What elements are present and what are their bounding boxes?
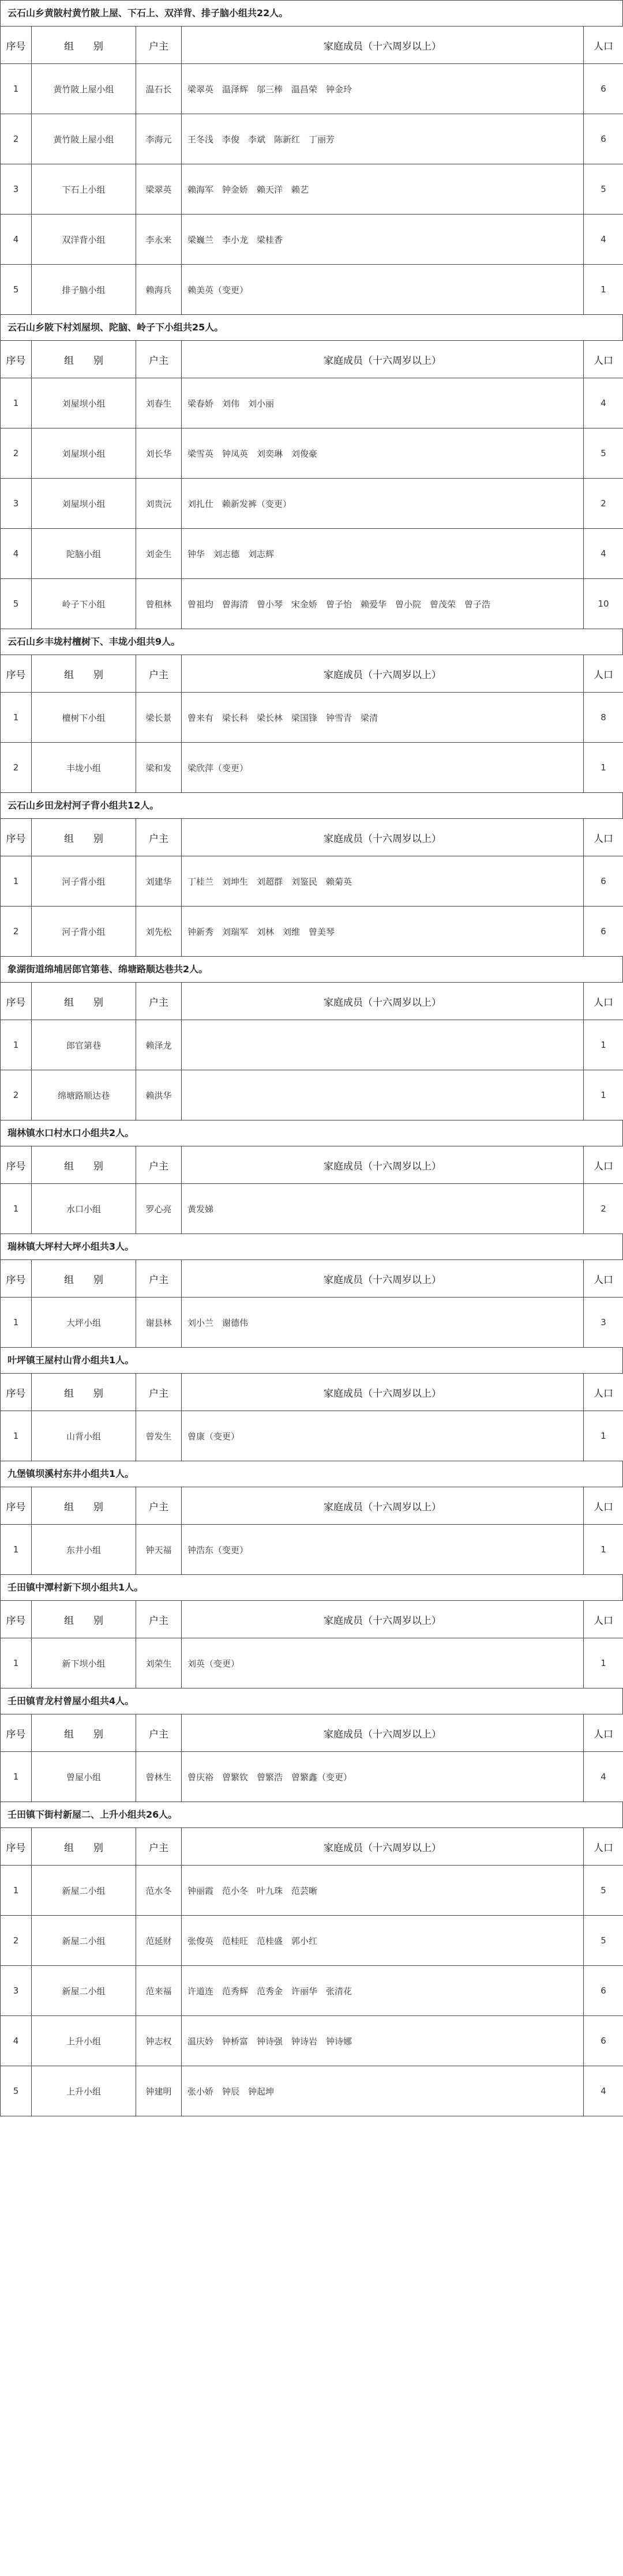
table-row: [1, 579, 623, 629]
cell-members: 丁桂兰 刘坤生 刘超群 刘鉴民 赖菊英: [182, 856, 584, 907]
table-row: [1, 1916, 623, 1966]
header-count: 人口: [584, 341, 623, 378]
household-table: [0, 1714, 623, 1802]
cell-group: 新屋二小组: [32, 1866, 136, 1916]
table-row: [1, 1020, 623, 1070]
header-group: 组 别: [32, 1828, 136, 1866]
cell-members: 刘扎仕 赖新发裤（变更）: [182, 479, 584, 529]
cell-group: 郎官第巷: [32, 1020, 136, 1070]
cell-no: 4: [1, 215, 32, 265]
cell-members: 钟浩东（变更）: [182, 1525, 584, 1575]
cell-group: 排子脑小组: [32, 265, 136, 315]
table-row: [1, 1411, 623, 1461]
cell-members: 黄发娣: [182, 1184, 584, 1234]
header-group: 组 别: [32, 1714, 136, 1752]
header-no: 序号: [1, 819, 32, 856]
header-no: 序号: [1, 1601, 32, 1638]
header-head: 户主: [136, 341, 182, 378]
household-table: [0, 1600, 623, 1688]
header-head: 户主: [136, 983, 182, 1020]
cell-head: 曾租林: [136, 579, 182, 629]
cell-head: 罗心亮: [136, 1184, 182, 1234]
cell-count: 8: [584, 693, 623, 743]
header-count: 人口: [584, 655, 623, 693]
cell-group: 刘屋坝小组: [32, 428, 136, 479]
cell-no: 1: [1, 378, 32, 428]
cell-no: 3: [1, 164, 32, 215]
cell-count: 5: [584, 1866, 623, 1916]
table-row: [1, 856, 623, 907]
table-row: [1, 479, 623, 529]
header-count: 人口: [584, 1828, 623, 1866]
table-header-row: [1, 655, 623, 693]
header-count: 人口: [584, 819, 623, 856]
header-members: 家庭成员（十六周岁以上）: [182, 655, 584, 693]
cell-count: 6: [584, 856, 623, 907]
header-count: 人口: [584, 1487, 623, 1525]
cell-members: 赖美英（变更）: [182, 265, 584, 315]
cell-head: 范水冬: [136, 1866, 182, 1916]
cell-count: 6: [584, 1966, 623, 2016]
cell-members: 刘小兰 谢德伟: [182, 1298, 584, 1348]
cell-members: 刘英（变更）: [182, 1638, 584, 1688]
header-members: 家庭成员（十六周岁以上）: [182, 819, 584, 856]
table-row: [1, 1966, 623, 2016]
header-members: 家庭成员（十六周岁以上）: [182, 1374, 584, 1411]
cell-members: 梁翠英 温泽辉 邬三棒 温昌荣 钟金玲: [182, 64, 584, 114]
cell-head: 刘金生: [136, 529, 182, 579]
table-header-row: [1, 1714, 623, 1752]
table-row: [1, 164, 623, 215]
cell-members: 赖海军 钟金娇 赖天洋 赖艺: [182, 164, 584, 215]
cell-group: 东井小组: [32, 1525, 136, 1575]
cell-no: 1: [1, 1184, 32, 1234]
cell-members: 梁巍兰 李小龙 梁桂香: [182, 215, 584, 265]
header-group: 组 别: [32, 983, 136, 1020]
cell-no: 1: [1, 1752, 32, 1802]
header-no: 序号: [1, 1146, 32, 1184]
cell-head: 曾发生: [136, 1411, 182, 1461]
header-members: 家庭成员（十六周岁以上）: [182, 983, 584, 1020]
cell-no: 1: [1, 1638, 32, 1688]
cell-count: 6: [584, 2016, 623, 2066]
section-title: 瑞林镇水口村水口小组共2人。: [0, 1120, 623, 1146]
cell-group: 绵塘路顺达巷: [32, 1070, 136, 1120]
cell-group: 新屋二小组: [32, 1916, 136, 1966]
cell-head: 钟建明: [136, 2066, 182, 2116]
cell-count: 1: [584, 1020, 623, 1070]
section-title: 云石山乡陂下村刘屋坝、陀脑、岭子下小组共25人。: [0, 315, 623, 340]
cell-head: 温石长: [136, 64, 182, 114]
household-table: [0, 340, 623, 629]
section-title: 象湖街道绵埔居郎官第巷、绵塘路顺达巷共2人。: [0, 957, 623, 982]
table-row: [1, 1298, 623, 1348]
cell-no: 1: [1, 1411, 32, 1461]
table-header-row: [1, 983, 623, 1020]
household-table: [0, 1487, 623, 1575]
table-row: [1, 1866, 623, 1916]
header-count: 人口: [584, 1260, 623, 1298]
household-table: [0, 1373, 623, 1461]
table-row: [1, 907, 623, 957]
header-head: 户主: [136, 27, 182, 64]
cell-count: 6: [584, 907, 623, 957]
table-header-row: [1, 819, 623, 856]
header-head: 户主: [136, 1828, 182, 1866]
cell-head: 曾林生: [136, 1752, 182, 1802]
cell-head: 刘长华: [136, 428, 182, 479]
cell-no: 4: [1, 529, 32, 579]
section-title: 壬田镇中潭村新下坝小组共1人。: [0, 1575, 623, 1600]
header-group: 组 别: [32, 1146, 136, 1184]
table-header-row: [1, 1601, 623, 1638]
cell-head: 赖洪华: [136, 1070, 182, 1120]
cell-members: 曾庆裕 曾繁钦 曾繁浩 曾繁鑫（变更）: [182, 1752, 584, 1802]
header-count: 人口: [584, 983, 623, 1020]
cell-group: 河子背小组: [32, 907, 136, 957]
cell-head: 李永来: [136, 215, 182, 265]
table-header-row: [1, 1146, 623, 1184]
section-title: 云石山乡黄陂村黄竹陂上屋、下石上、双洋背、排子脑小组共22人。: [0, 0, 623, 26]
table-header-row: [1, 1828, 623, 1866]
cell-no: 1: [1, 1298, 32, 1348]
cell-members: 曾来有 梁长科 梁长林 梁国锋 钟雪青 梁清: [182, 693, 584, 743]
cell-count: 6: [584, 64, 623, 114]
table-row: [1, 265, 623, 315]
cell-members: 钟新秀 刘瑞军 刘林 刘维 曾美琴: [182, 907, 584, 957]
cell-count: 2: [584, 479, 623, 529]
household-table: [0, 1146, 623, 1234]
cell-count: 1: [584, 1638, 623, 1688]
header-head: 户主: [136, 1601, 182, 1638]
cell-group: 下石上小组: [32, 164, 136, 215]
cell-members: 张俊英 范桂旺 范桂盛 郭小红: [182, 1916, 584, 1966]
cell-count: 3: [584, 1298, 623, 1348]
cell-head: 赖泽龙: [136, 1020, 182, 1070]
cell-count: 1: [584, 1070, 623, 1120]
cell-group: 上升小组: [32, 2016, 136, 2066]
cell-group: 新屋二小组: [32, 1966, 136, 2016]
cell-group: 上升小组: [32, 2066, 136, 2116]
header-members: 家庭成员（十六周岁以上）: [182, 1146, 584, 1184]
section-title: 壬田镇下街村新屋二、上升小组共26人。: [0, 1802, 623, 1827]
header-group: 组 别: [32, 1601, 136, 1638]
header-no: 序号: [1, 1487, 32, 1525]
header-head: 户主: [136, 1487, 182, 1525]
household-table: [0, 655, 623, 793]
header-members: 家庭成员（十六周岁以上）: [182, 1601, 584, 1638]
section-title: 壬田镇青龙村曾屋小组共4人。: [0, 1688, 623, 1714]
header-members: 家庭成员（十六周岁以上）: [182, 27, 584, 64]
cell-members: 梁春娇 刘伟 刘小丽: [182, 378, 584, 428]
cell-group: 大坪小组: [32, 1298, 136, 1348]
cell-head: 刘春生: [136, 378, 182, 428]
cell-head: 梁翠英: [136, 164, 182, 215]
cell-group: 檀树下小组: [32, 693, 136, 743]
table-header-row: [1, 27, 623, 64]
cell-no: 2: [1, 428, 32, 479]
header-count: 人口: [584, 27, 623, 64]
cell-head: 梁和发: [136, 743, 182, 793]
cell-members: 曾祖均 曾海清 曾小琴 宋金娇 曾子怡 赖爱华 曾小院 曾茂荣 曾子浩: [182, 579, 584, 629]
table-row: [1, 693, 623, 743]
cell-count: 4: [584, 1752, 623, 1802]
cell-head: 刘先松: [136, 907, 182, 957]
cell-group: 黄竹陂上屋小组: [32, 114, 136, 164]
household-table: [0, 818, 623, 957]
cell-head: 赖海兵: [136, 265, 182, 315]
section-title: 九堡镇坝溪村东井小组共1人。: [0, 1461, 623, 1487]
table-row: [1, 378, 623, 428]
header-members: 家庭成员（十六周岁以上）: [182, 1260, 584, 1298]
header-no: 序号: [1, 1714, 32, 1752]
header-group: 组 别: [32, 1374, 136, 1411]
table-row: [1, 215, 623, 265]
cell-no: 2: [1, 1916, 32, 1966]
table-row: [1, 743, 623, 793]
cell-head: 范延财: [136, 1916, 182, 1966]
cell-no: 2: [1, 1070, 32, 1120]
cell-count: 4: [584, 529, 623, 579]
cell-members: 曾康（变更）: [182, 1411, 584, 1461]
cell-head: 范来福: [136, 1966, 182, 2016]
header-no: 序号: [1, 1828, 32, 1866]
table-row: [1, 529, 623, 579]
cell-group: 水口小组: [32, 1184, 136, 1234]
cell-no: 2: [1, 743, 32, 793]
cell-no: 2: [1, 907, 32, 957]
header-head: 户主: [136, 1260, 182, 1298]
cell-count: 1: [584, 743, 623, 793]
cell-group: 双洋背小组: [32, 215, 136, 265]
cell-no: 1: [1, 1866, 32, 1916]
table-header-row: [1, 341, 623, 378]
section-title: 云石山乡田龙村河子背小组共12人。: [0, 793, 623, 818]
header-count: 人口: [584, 1146, 623, 1184]
household-table: [0, 982, 623, 1120]
header-group: 组 别: [32, 819, 136, 856]
cell-no: 5: [1, 265, 32, 315]
cell-no: 1: [1, 856, 32, 907]
cell-group: 丰垅小组: [32, 743, 136, 793]
cell-head: 梁长景: [136, 693, 182, 743]
cell-count: 5: [584, 164, 623, 215]
cell-count: 6: [584, 114, 623, 164]
cell-count: 2: [584, 1184, 623, 1234]
cell-count: 4: [584, 215, 623, 265]
cell-members: 梁欣萍（变更）: [182, 743, 584, 793]
cell-group: 曾屋小组: [32, 1752, 136, 1802]
header-head: 户主: [136, 1374, 182, 1411]
cell-count: 5: [584, 1916, 623, 1966]
cell-head: 刘荣生: [136, 1638, 182, 1688]
header-head: 户主: [136, 1146, 182, 1184]
cell-group: 刘屋坝小组: [32, 479, 136, 529]
cell-head: 刘贵沅: [136, 479, 182, 529]
cell-head: 钟志权: [136, 2016, 182, 2066]
table-row: [1, 1184, 623, 1234]
cell-group: 河子背小组: [32, 856, 136, 907]
cell-members: 王冬浅 李俊 李斌 陈新红 丁丽芳: [182, 114, 584, 164]
cell-group: 新下坝小组: [32, 1638, 136, 1688]
header-group: 组 别: [32, 27, 136, 64]
cell-group: 山背小组: [32, 1411, 136, 1461]
header-count: 人口: [584, 1714, 623, 1752]
cell-count: 5: [584, 428, 623, 479]
header-members: 家庭成员（十六周岁以上）: [182, 1714, 584, 1752]
cell-members: 许道连 范秀辉 范秀金 许丽华 张清花: [182, 1966, 584, 2016]
cell-count: 1: [584, 1411, 623, 1461]
header-head: 户主: [136, 819, 182, 856]
cell-head: 刘建华: [136, 856, 182, 907]
cell-no: 3: [1, 1966, 32, 2016]
header-no: 序号: [1, 27, 32, 64]
cell-count: 4: [584, 2066, 623, 2116]
table-row: [1, 114, 623, 164]
cell-no: 5: [1, 2066, 32, 2116]
cell-members: 钟丽霞 范小冬 叶九珠 范芸晰: [182, 1866, 584, 1916]
cell-group: 岭子下小组: [32, 579, 136, 629]
cell-no: 1: [1, 693, 32, 743]
header-group: 组 别: [32, 341, 136, 378]
header-no: 序号: [1, 1260, 32, 1298]
header-members: 家庭成员（十六周岁以上）: [182, 341, 584, 378]
table-row: [1, 64, 623, 114]
household-table: [0, 1827, 623, 2116]
table-header-row: [1, 1487, 623, 1525]
table-header-row: [1, 1374, 623, 1411]
header-group: 组 别: [32, 1260, 136, 1298]
header-group: 组 别: [32, 1487, 136, 1525]
cell-no: 5: [1, 579, 32, 629]
table-row: [1, 2016, 623, 2066]
table-header-row: [1, 1260, 623, 1298]
cell-group: 陀脑小组: [32, 529, 136, 579]
cell-members: 钟华 刘志德 刘志辉: [182, 529, 584, 579]
cell-count: 4: [584, 378, 623, 428]
cell-members: 梁雪英 钟凤英 刘奕琳 刘俊豪: [182, 428, 584, 479]
cell-count: 10: [584, 579, 623, 629]
cell-members: 温庆妗 钟桥富 钟诗强 钟诗岩 钟诗娜: [182, 2016, 584, 2066]
cell-no: 1: [1, 64, 32, 114]
header-no: 序号: [1, 655, 32, 693]
table-row: [1, 1525, 623, 1575]
cell-group: 黄竹陂上屋小组: [32, 64, 136, 114]
cell-no: 2: [1, 114, 32, 164]
header-count: 人口: [584, 1601, 623, 1638]
household-table: [0, 1259, 623, 1348]
household-table: [0, 26, 623, 315]
section-title: 瑞林镇大坪村大坪小组共3人。: [0, 1234, 623, 1259]
header-head: 户主: [136, 1714, 182, 1752]
header-members: 家庭成员（十六周岁以上）: [182, 1487, 584, 1525]
table-row: [1, 428, 623, 479]
cell-members: [182, 1070, 584, 1120]
cell-no: 1: [1, 1525, 32, 1575]
cell-no: 4: [1, 2016, 32, 2066]
header-head: 户主: [136, 655, 182, 693]
cell-group: 刘屋坝小组: [32, 378, 136, 428]
cell-members: [182, 1020, 584, 1070]
table-row: [1, 2066, 623, 2116]
section-title: 云石山乡丰垅村檀树下、丰垅小组共9人。: [0, 629, 623, 655]
header-no: 序号: [1, 983, 32, 1020]
cell-count: 1: [584, 1525, 623, 1575]
header-no: 序号: [1, 341, 32, 378]
section-title: 叶坪镇王屋村山背小组共1人。: [0, 1348, 623, 1373]
header-count: 人口: [584, 1374, 623, 1411]
header-members: 家庭成员（十六周岁以上）: [182, 1828, 584, 1866]
table-row: [1, 1638, 623, 1688]
cell-no: 3: [1, 479, 32, 529]
table-row: [1, 1070, 623, 1120]
cell-count: 1: [584, 265, 623, 315]
cell-no: 1: [1, 1020, 32, 1070]
header-no: 序号: [1, 1374, 32, 1411]
cell-members: 张小娇 钟辰 钟起坤: [182, 2066, 584, 2116]
cell-head: 谢县林: [136, 1298, 182, 1348]
header-group: 组 别: [32, 655, 136, 693]
table-row: [1, 1752, 623, 1802]
cell-head: 李海元: [136, 114, 182, 164]
cell-head: 钟天福: [136, 1525, 182, 1575]
